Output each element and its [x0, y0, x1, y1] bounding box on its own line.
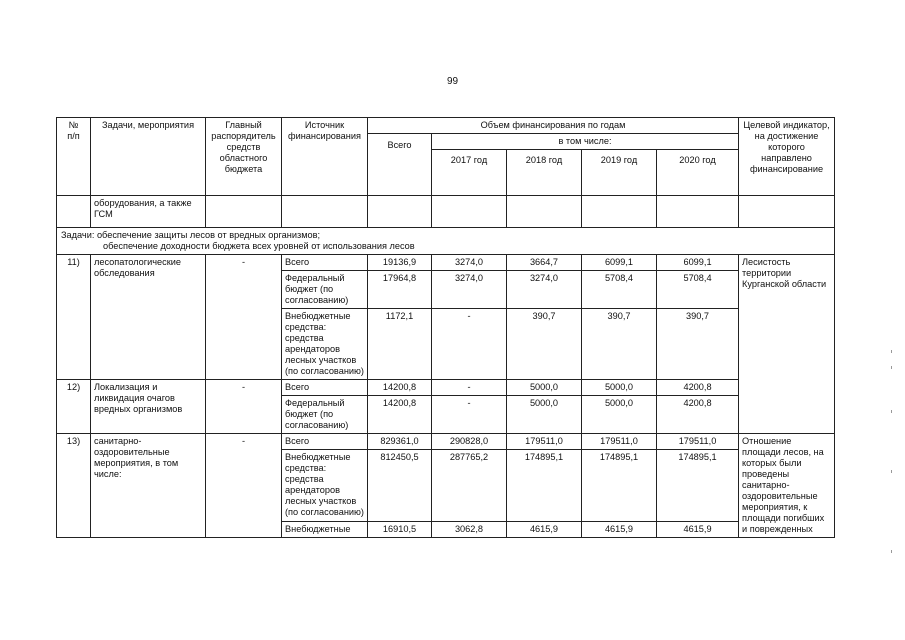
source-cell: Федеральный бюджет (по согласованию) — [282, 271, 368, 309]
header-tasks: Задачи, мероприятия — [91, 118, 206, 196]
y2020-cell: 179511,0 — [657, 434, 739, 450]
y2019-cell: 174895,1 — [582, 450, 657, 522]
manager-value: - — [206, 380, 282, 434]
y2018-cell: 390,7 — [507, 309, 582, 380]
y2020-cell: 4200,8 — [657, 396, 739, 434]
indicator-cell: Отношение площади лесов, на которых были проведены санитарно-оздоровительные мероприятия, к площади погибших и поврежденных — [739, 434, 835, 538]
y2018-cell: 3664,7 — [507, 255, 582, 271]
scan-margin-marks — [889, 350, 895, 570]
row-number: 11) — [57, 255, 91, 380]
total-cell: 812450,5 — [368, 450, 432, 522]
y2018-cell: 4615,9 — [507, 521, 582, 537]
y2018-cell: 5000,0 — [507, 380, 582, 396]
y2017-cell: 3274,0 — [432, 271, 507, 309]
header-num: № п/п — [57, 118, 91, 196]
y2019-cell: 179511,0 — [582, 434, 657, 450]
financing-table — [56, 117, 835, 538]
y2020-cell: 6099,1 — [657, 255, 739, 271]
y2018-cell: 179511,0 — [507, 434, 582, 450]
y2018-cell: 174895,1 — [507, 450, 582, 522]
header-indicator: Целевой индикатор, на достижение которого направлено финансирование — [739, 118, 835, 196]
source-cell: Всего — [282, 434, 368, 450]
header-2020: 2020 год — [657, 150, 739, 196]
source-cell: Всего — [282, 255, 368, 271]
header-row-1 — [57, 118, 835, 134]
row-number: 12) — [57, 380, 91, 434]
y2020-cell: 174895,1 — [657, 450, 739, 522]
y2017-cell: 3274,0 — [432, 255, 507, 271]
table-row — [57, 380, 835, 396]
total-cell: 16910,5 — [368, 521, 432, 537]
tasks-row — [57, 228, 835, 255]
header-2018: 2018 год — [507, 150, 582, 196]
source-cell: Внебюджетные средства: средства арендаторов лесных участков (по согласованию) — [282, 309, 368, 380]
header-2019: 2019 год — [582, 150, 657, 196]
activity-name: Локализация и ликвидация очагов вредных организмов — [91, 380, 206, 434]
header-including: в том числе: — [432, 134, 739, 150]
y2020-cell: 5708,4 — [657, 271, 739, 309]
y2019-cell: 5708,4 — [582, 271, 657, 309]
source-cell: Внебюджетные средства: средства арендаторов лесных участков (по согласованию) — [282, 450, 368, 522]
y2020-cell: 4200,8 — [657, 380, 739, 396]
source-cell: Федеральный бюджет (по согласованию) — [282, 396, 368, 434]
page-number: 99 — [446, 76, 459, 87]
manager-value: - — [206, 255, 282, 380]
continuation-row — [57, 196, 835, 228]
continuation-text: оборудования, а также ГСМ — [91, 196, 206, 228]
y2019-cell: 5000,0 — [582, 380, 657, 396]
header-manager: Главный распорядитель средств областного бюджета — [206, 118, 282, 196]
y2020-cell: 4615,9 — [657, 521, 739, 537]
header-source: Источник финансирования — [282, 118, 368, 196]
y2017-cell: - — [432, 309, 507, 380]
source-cell: Внебюджетные — [282, 521, 368, 537]
activity-name: санитарно-оздоровительные мероприятия, в том числе: — [91, 434, 206, 538]
total-cell: 14200,8 — [368, 396, 432, 434]
table-row — [57, 255, 835, 271]
indicator-cell: Лесистость территории Курганской области — [739, 255, 835, 434]
activity-name: лесопатологические обследования — [91, 255, 206, 380]
y2019-cell: 5000,0 — [582, 396, 657, 434]
y2019-cell: 4615,9 — [582, 521, 657, 537]
total-cell: 1172,1 — [368, 309, 432, 380]
total-cell: 19136,9 — [368, 255, 432, 271]
total-cell: 829361,0 — [368, 434, 432, 450]
source-cell: Всего — [282, 380, 368, 396]
y2018-cell: 5000,0 — [507, 396, 582, 434]
tasks-line-2: обеспечение доходности бюджета всех уровней от использования лесов — [103, 241, 415, 251]
tasks-line-1: Задачи: обеспечение защиты лесов от вредных организмов; — [61, 230, 321, 240]
header-2017: 2017 год — [432, 150, 507, 196]
table-row — [57, 434, 835, 450]
y2020-cell: 390,7 — [657, 309, 739, 380]
header-volume: Объем финансирования по годам — [368, 118, 739, 134]
y2018-cell: 3274,0 — [507, 271, 582, 309]
y2017-cell: 290828,0 — [432, 434, 507, 450]
y2019-cell: 6099,1 — [582, 255, 657, 271]
y2017-cell: 3062,8 — [432, 521, 507, 537]
y2017-cell: 287765,2 — [432, 450, 507, 522]
header-total: Всего — [368, 134, 432, 196]
total-cell: 17964,8 — [368, 271, 432, 309]
y2017-cell: - — [432, 380, 507, 396]
total-cell: 14200,8 — [368, 380, 432, 396]
row-number: 13) — [57, 434, 91, 538]
y2017-cell: - — [432, 396, 507, 434]
manager-value: - — [206, 434, 282, 538]
y2019-cell: 390,7 — [582, 309, 657, 380]
